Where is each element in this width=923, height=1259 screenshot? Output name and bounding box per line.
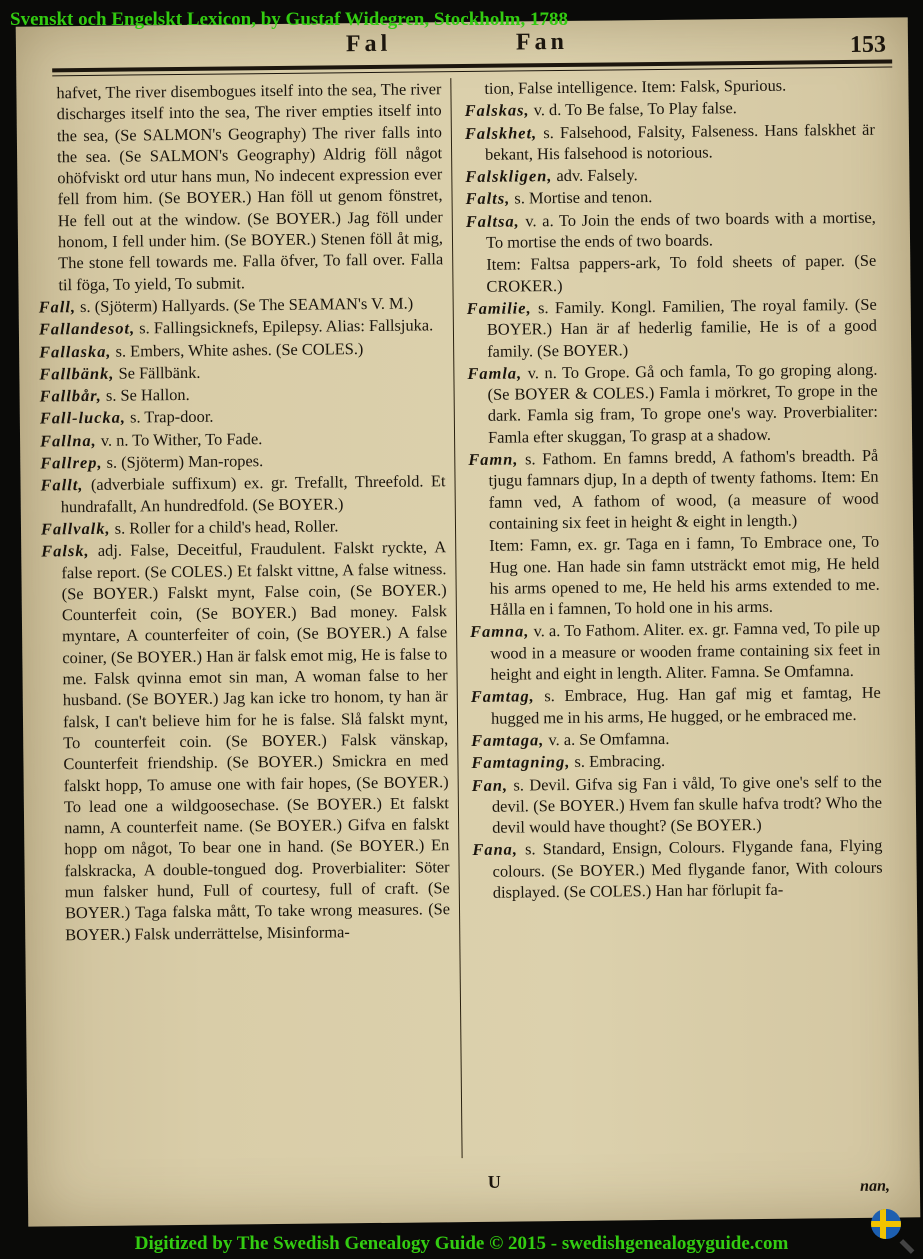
entry-headword: Famn, [468, 449, 519, 470]
entry-headword: Fallaska, [39, 341, 112, 362]
entry-definition: Item: Faltsa pappers-ark, To fold sheets of paper. (Se CROKER.) [486, 251, 877, 296]
dictionary-entry [465, 118, 875, 165]
entry-definition: s. Fathom. En famns bredd, A fathom's breadth. På tjugu famnars djup, In a depth of twenty fathoms. Item: En famn ved, A fathom of wood, (a measure of wood containing six feet in height & eight in length.) [488, 445, 879, 533]
entry-definition: s. Mortise and tenon. [510, 187, 653, 209]
entry-definition: v. a. To Fathom. Aliter. ex. gr. Famna ved, To pile up wood in a measure or wooden frame containing six feet in height and eight in length. Aliter. Famna. Se Omfamna. [490, 618, 881, 684]
entry-headword: Famtag, [470, 686, 535, 707]
digitizer-title-banner: Svenskt och Engelskt Lexicon, by Gustaf Widegren, Stockholm, 1788 [10, 9, 568, 30]
dictionary-page [16, 17, 921, 1226]
dictionary-entry [40, 448, 445, 474]
entry-headword: Famla, [467, 363, 523, 383]
entry-headword: Falskligen, [465, 166, 553, 187]
dictionary-entry [41, 514, 446, 540]
left-column [36, 78, 453, 1226]
catchword: nan, [860, 1177, 891, 1195]
entry-headword: Fallbår, [39, 385, 102, 406]
entry-definition: Se Fällbänk. [114, 362, 201, 383]
entry-headword: Famtagning, [471, 752, 571, 773]
entry-definition: tion, False intelligence. Item: Falsk, Spurious. [484, 75, 787, 98]
page-number: 153 [849, 31, 887, 58]
entry-definition: v. a. Se Omfamna. [544, 728, 670, 750]
entry-headword: Falskhet, [464, 122, 538, 143]
column-divider [450, 78, 462, 1158]
dictionary-entry [471, 726, 881, 752]
dictionary-entry [464, 74, 874, 100]
entry-headword: Falsk, [41, 541, 90, 561]
entry-headword: Famtaga, [471, 730, 545, 750]
dictionary-entry [471, 748, 881, 774]
entry-headword: Falts, [465, 189, 511, 209]
entry-headword: Famna, [470, 621, 530, 642]
entry-definition: adj. False, Deceitful, Fraudulent. Falskt ryckte, A false report. (Se COLES.) Et falskt vittne, A false witness. (Se BOYER.) Falskt mynt, False coin, (Se BOYER.) Counterfeit coin, (Se BOYER.) Bad money. Falsk myntare, A counterfeiter of coin, (Se BOYER.) A false coiner, (Se BOYER.) Han är falsk emot mig, He is false to me. Falsk qvinna emot sin man, A woman false to her husband. (Se BOYER.) Jag kan icke tro honom, ty han är falsk, I can't believe him for he is false. Slå falskt mynt, To counterfeit coin. (Se BOYER.) Falsk vänskap, Counterfeit friendship. (Se BOYER.) Smickra en med falskt hopp, To amuse one with fair hopes, (Se BOYER.) To lead one a wildgoosechase. (Se BOYER.) Et falskt namn, A counterfeit name. (Se BOYER.) Gifva en falskt hopp om något, To bear one in hand. (Se BOYER.) En falskracka, A double-tongued dog. Proverbialiter: Söter mun falsker hund, Full of courtesy, full of craft. (Se BOYER.) Taga falska mått, To take wrong measures. (Se BOYER.) Falsk underrättelse, Misinforma- [61, 537, 451, 944]
entry-headword: Fallt, [40, 475, 84, 495]
dictionary-entry [40, 471, 445, 518]
entry-headword: Fallna, [39, 430, 97, 451]
entry-definition: hafvet, The river disembogues itself into the sea, The river discharges itself into the sea, The river empties itself into the sea, (Se SALMON's Geography) The river falls into the sea. (Se SALMON's Geography) Aldrig föll något ohöfviskt ord utur hans mun, No indecent expression ever fell from him. (Se BOYER.) Han föll ut genom fönstret, He fell out at the window. (Se BOYER.) Jag föll under honom, I fell under him. (Se BOYER.) Stenen föll åt mig, The stone fell towards me. Falla öfver, To fall over. Falla til föga, To yield, To submit. [56, 79, 444, 294]
dictionary-entry [467, 294, 878, 362]
right-column [464, 74, 886, 1223]
dictionary-entry [41, 536, 450, 945]
guide-word-left: Fal [345, 30, 392, 58]
entry-headword: Fallvalk, [40, 518, 111, 539]
dictionary-entry [472, 835, 883, 903]
entry-definition: s. Standard, Ensign, Colours. Flygande fana, Flying colours. (Se BOYER.) Med flygande fanor, With colours displayed. (Se COLES.) Han har förlupit fa- [492, 836, 883, 902]
entry-definition: s. Embracing. [570, 751, 666, 772]
entry-definition: s. (Sjöterm) Man-ropes. [102, 451, 264, 472]
dictionary-entry [469, 531, 880, 620]
dictionary-entry [40, 426, 445, 452]
entry-definition: s. Family. Kongl. Familien, The royal family. (Se BOYER.) Han är af hederlig familie, He is of a good family. (Se BOYER.) [486, 294, 878, 361]
dictionary-entry [39, 315, 444, 341]
entry-definition: s. Trap-door. [125, 407, 214, 428]
dictionary-entry [39, 292, 444, 318]
entry-headword: Fallbänk, [39, 363, 115, 384]
entry-definition: s. Embrace, Hug. Han gaf mig et famtag, He hugged me in his arms, He hugged, or he embraced me. [490, 682, 881, 728]
entry-definition: adv. Falsely. [552, 165, 638, 186]
entry-headword: Fall-lucka, [39, 408, 127, 428]
dictionary-entry [39, 359, 444, 385]
entry-definition: s. Embers, White ashes. (Se COLES.) [111, 338, 364, 361]
dictionary-entry [465, 162, 875, 188]
dictionary-entry [465, 96, 875, 122]
entry-headword: Fallrep, [40, 452, 103, 473]
entry-definition: s. Falsehood, Falsity, Falseness. Hans falskhet är bekant, His falsehood is notorious. [485, 119, 875, 164]
entry-definition: s. (Sjöterm) Hallyards. (Se The SEAMAN's V. M.) [75, 293, 414, 317]
dictionary-entry [466, 206, 876, 253]
entry-definition: s. Se Hallon. [101, 385, 190, 405]
entry-headword: Faltsa, [465, 211, 520, 231]
dictionary-entry [40, 404, 445, 430]
entry-definition: v. a. To Join the ends of two boards with a mortise, To mortise the ends of two boards. [485, 207, 876, 252]
dictionary-entry [36, 78, 443, 295]
entry-definition: v. d. To Be false, To Play false. [529, 98, 737, 120]
entry-headword: Familie, [466, 298, 532, 318]
dictionary-entry [470, 617, 881, 685]
dictionary-entry [466, 250, 876, 297]
entry-definition: s. Devil. Gifva sig Fan i våld, To give one's self to the devil. (Se BOYER.) Hvem fan skulle hafva trodt? Who the devil would have thought? (Se BOYER.) [491, 771, 883, 837]
signature-mark: U [487, 1171, 501, 1192]
dictionary-entry [471, 682, 881, 729]
entry-definition: (adverbiale suffixum) ex. gr. Trefallt, Threefold. Et hundrafallt, An hundredfold. (Se BOYER.) [60, 471, 446, 516]
dictionary-entry [467, 359, 878, 448]
entry-headword: Fall, [38, 297, 77, 317]
guide-word-right: Fan [515, 28, 569, 56]
entry-headword: Fana, [472, 839, 519, 860]
entry-headword: Falskas, [464, 100, 530, 121]
entry-headword: Fan, [471, 775, 509, 795]
entry-definition: v. n. To Wither, To Fade. [96, 428, 263, 450]
dictionary-entry [472, 770, 883, 838]
dictionary-entry [39, 337, 444, 363]
swedish-flag-magnifier-icon [871, 1209, 901, 1239]
entry-definition: s. Roller for a child's head, Roller. [110, 516, 339, 538]
entry-headword: Fallandesot, [38, 318, 136, 339]
entry-definition: Item: Famn, ex. gr. Taga en i famn, To Embrace one, To Hug one. Han hade sin famn utsträckt emot mig, He held his arms opened to me, He held his arms extended to me. Hålla en i famnen, To hold one in his arms. [489, 531, 880, 619]
entry-definition: s. Fallingsicknefs, Epilepsy. Alias: Fallsjuka. [135, 315, 434, 338]
dictionary-entry [465, 184, 875, 210]
dictionary-entry [468, 445, 879, 534]
digitizer-credit-banner: Digitized by The Swedish Genealogy Guide © 2015 - swedishgenealogyguide.com [134, 1233, 789, 1254]
entry-definition: v. n. To Grope. Gå och famla, To go groping along. (Se BOYER & COLES.) Famla i mörkret, To grope in the dark. Famla sig fram, To grope one's way. Proverbialiter: Famla efter skuggan, To grasp at a shadow. [487, 359, 878, 447]
dictionary-entry [40, 381, 445, 407]
